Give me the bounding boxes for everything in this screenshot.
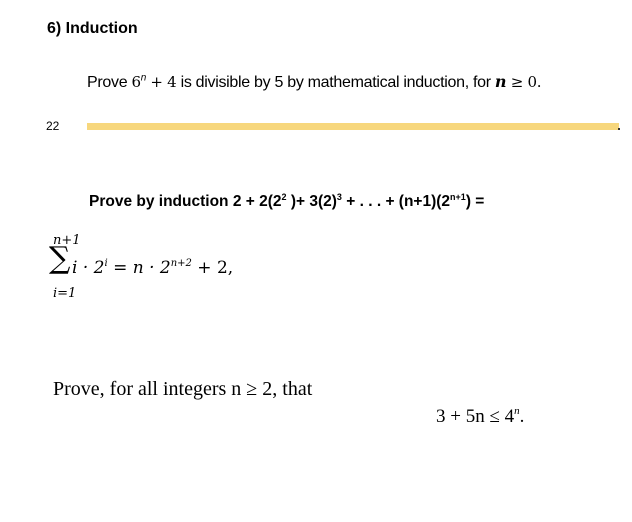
problem-1-plus: + 4: [145, 73, 177, 91]
problem-1-text-a: Prove: [87, 74, 132, 91]
summation-lower-limit: i=1: [53, 286, 77, 301]
problem-3-formula-exponent: n: [514, 405, 520, 417]
problem-1-statement: [87, 72, 541, 92]
summation-sigma: ∑: [49, 241, 71, 276]
problem-2-text-b: )+ 3(2): [286, 193, 337, 210]
problem-1-exponent: n: [140, 72, 146, 84]
summation-term: i · 2: [72, 258, 105, 278]
problem-3-formula-period: .: [519, 406, 525, 427]
summation-tail: + 2,: [191, 258, 234, 278]
summation-upper-limit: n+1: [53, 233, 81, 248]
section-heading: 6) Induction: [47, 20, 138, 37]
summation-rhs: = n · 2: [107, 258, 171, 278]
problem-1-variable: n: [494, 72, 507, 91]
problem-3-formula-body: 3 + 5n ≤ 4: [436, 406, 515, 427]
problem-3-formula: [436, 406, 524, 428]
problem-2-text-d: ) =: [465, 193, 485, 210]
problem-2-sup-c: n+1: [450, 192, 466, 202]
problem-1-text-b: is divisible by 5 by mathematical induction, for: [176, 74, 495, 91]
highlight-bar: [87, 123, 619, 130]
summation-expression: [72, 258, 233, 278]
problem-2-sup-b: 3: [336, 192, 342, 202]
problem-2-text-a: Prove by induction 2 + 2(2: [89, 193, 282, 210]
page-number: 22: [46, 119, 60, 133]
summation-term-exponent: i: [104, 258, 108, 269]
problem-1-condition: ≥ 0.: [506, 73, 542, 91]
summation-rhs-exponent: n+2: [170, 258, 192, 269]
problem-1-base: 6: [131, 73, 141, 91]
bar-end-mark: [618, 128, 620, 130]
problem-3-statement: Prove, for all integers n ≥ 2, that: [53, 378, 313, 400]
problem-2-statement: [89, 193, 484, 211]
problem-2-text-c: + . . . + (n+1)(2: [341, 193, 451, 210]
problem-2-sup-a: 2: [281, 192, 287, 202]
